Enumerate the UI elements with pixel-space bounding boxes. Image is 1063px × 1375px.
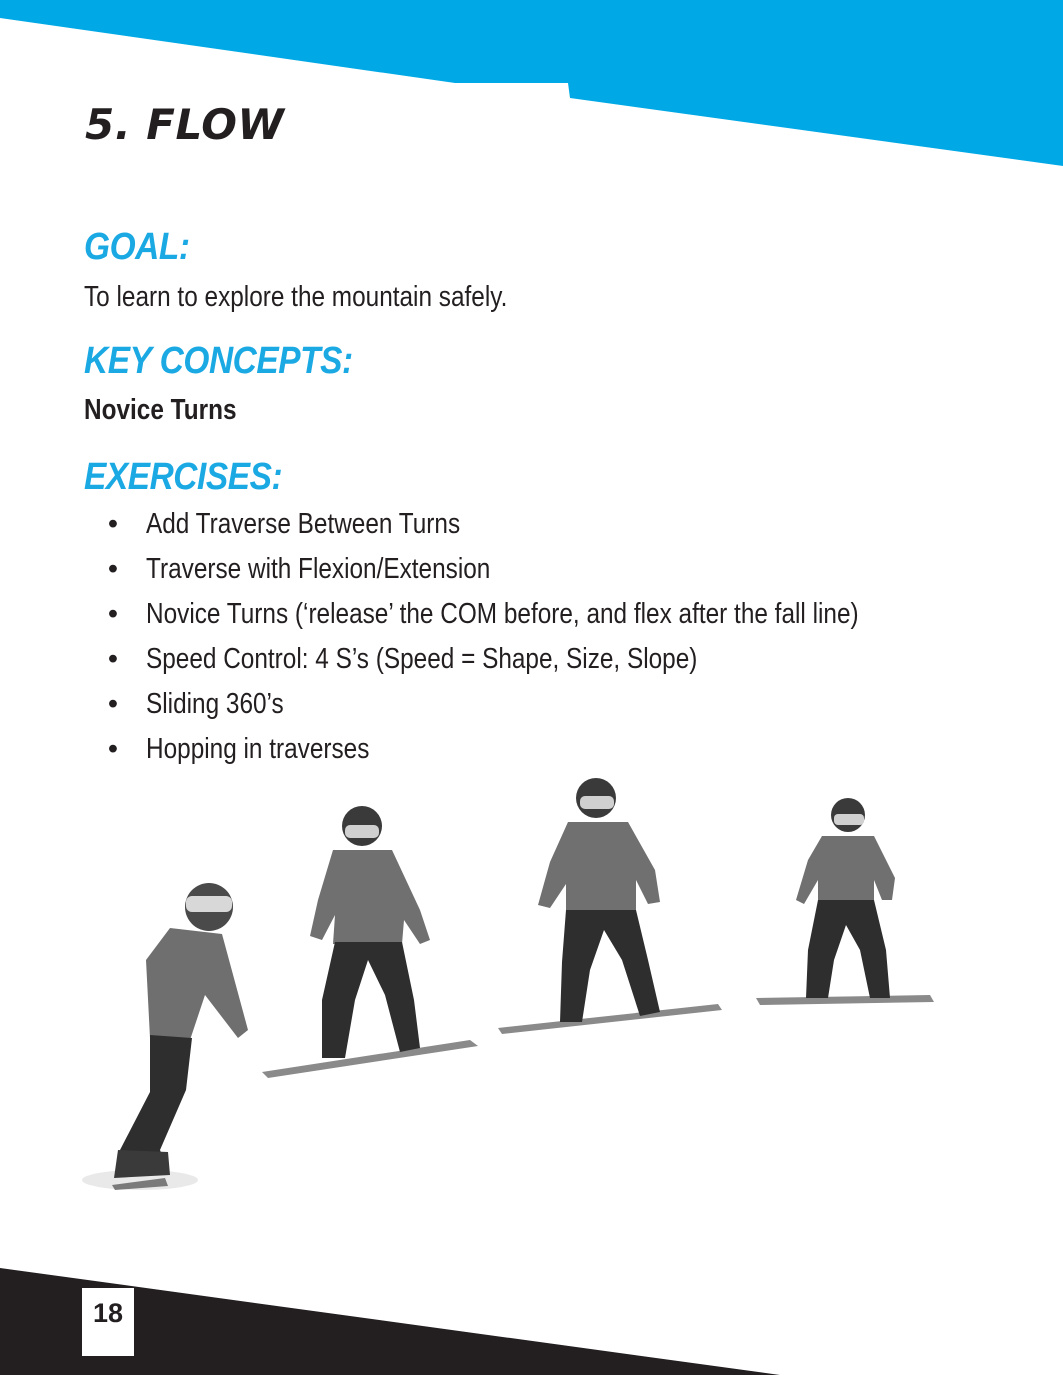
bullet-icon: •: [107, 508, 119, 540]
page-title: 5. FLOW: [85, 100, 285, 149]
goal-heading: GOAL:: [84, 226, 190, 268]
goal-text: To learn to explore the mountain safely.: [84, 281, 508, 313]
key-concept-text: Novice Turns: [84, 394, 237, 426]
snowboarder-figure-4: [756, 798, 934, 1005]
page-number: 18: [92, 1298, 124, 1328]
snowboarder-figure-3: [498, 778, 722, 1034]
bullet-icon: •: [107, 688, 119, 720]
key-concepts-heading: KEY CONCEPTS:: [84, 340, 353, 382]
snowboarder-figure-1: [82, 883, 248, 1190]
snowboarder-figure-2: [262, 806, 478, 1078]
bullet-icon: •: [107, 598, 119, 630]
bullet-icon: •: [107, 643, 119, 675]
exercises-heading: EXERCISES:: [84, 456, 283, 498]
bullet-icon: •: [107, 553, 119, 585]
bullet-icon: •: [107, 733, 119, 765]
page-number-box: [82, 1288, 134, 1356]
